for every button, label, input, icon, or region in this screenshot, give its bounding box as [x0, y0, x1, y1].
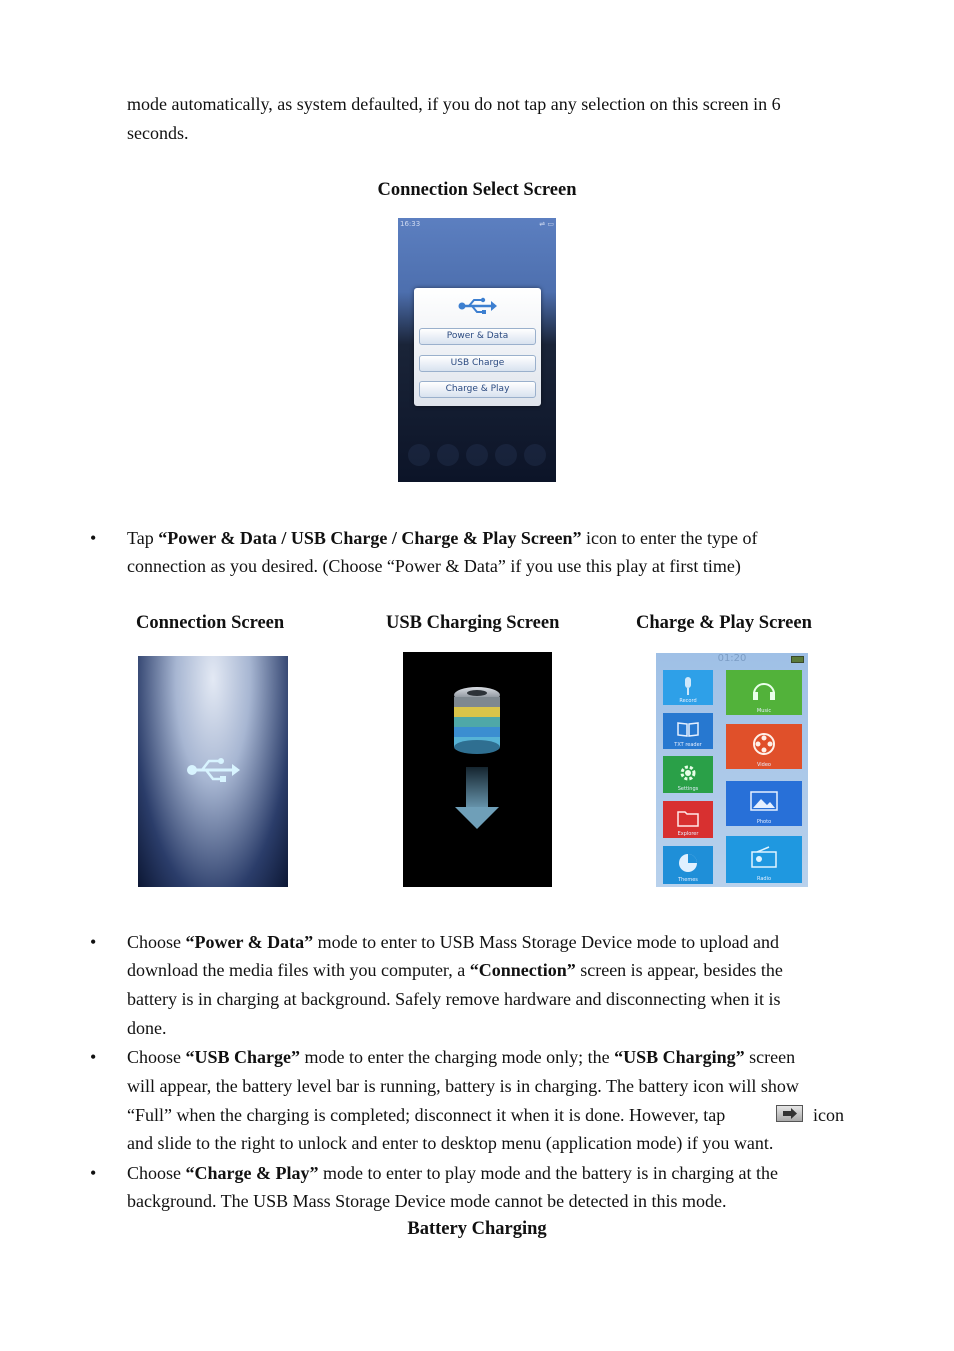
power-data-line-3: battery is in charging at background. Safely remove hardware and disconnecting when it is	[127, 989, 781, 1009]
picture-icon	[750, 791, 778, 811]
tile-explorer[interactable]: Explorer	[663, 801, 713, 838]
tap-para-line-2: connection as you desired. (Choose “Power & Data” if you use this play at first time)	[127, 556, 741, 576]
caption-charge-play-screen: Charge & Play Screen	[636, 613, 812, 633]
usb-charge-line-2: will appear, the battery level bar is running, battery is in charging. The battery icon will show	[127, 1076, 799, 1096]
gear-icon	[677, 762, 699, 784]
bullet-marker: •	[90, 1047, 97, 1067]
radio-icon	[751, 846, 777, 868]
caption-usb-charging-screen: USB Charging Screen	[386, 613, 560, 633]
tile-themes[interactable]: Themes	[663, 846, 713, 884]
battery-icon	[791, 656, 804, 663]
bullet-marker: •	[90, 528, 97, 548]
tile-photo[interactable]: Photo	[726, 781, 802, 826]
caption-battery-charging: Battery Charging	[407, 1219, 547, 1239]
headphones-icon	[751, 679, 777, 701]
microphone-icon	[681, 676, 695, 696]
tile-record[interactable]: Record	[663, 670, 713, 705]
intro-line-2: seconds.	[127, 123, 189, 143]
bullet-marker: •	[90, 932, 97, 952]
usb-charging-screenshot	[403, 652, 552, 887]
charge-play-line-1: Choose “Charge & Play” mode to enter to play mode and the battery is in charging at the	[127, 1163, 779, 1183]
tile-music[interactable]: Music	[726, 670, 802, 715]
usb-icon	[185, 757, 241, 783]
status-time: 16:33	[400, 220, 421, 228]
usb-charge-line-3-tail: icon	[813, 1105, 844, 1125]
charge-play-screenshot	[656, 653, 808, 887]
charge-play-option-button[interactable]: Charge & Play	[419, 381, 536, 398]
bullet-marker: •	[90, 1163, 97, 1183]
battery-charging-icon	[403, 652, 552, 887]
usb-charge-line-3: “Full” when the charging is completed; disconnect it when it is done. However, tap	[127, 1105, 726, 1125]
status-time: 01:20	[717, 653, 747, 664]
connection-screenshot	[138, 656, 288, 887]
power-data-line-2: download the media files with you computer, a “Connection” screen is appear, besides the	[127, 960, 783, 980]
power-data-line-4: done.	[127, 1018, 167, 1038]
status-bar	[400, 220, 554, 228]
pie-icon	[677, 852, 699, 874]
tile-settings[interactable]: Settings	[663, 756, 713, 793]
tap-para-line-1: Tap “Power & Data / USB Charge / Charge & Play Screen” icon to enter the type of	[127, 528, 758, 548]
status-icons: ⇌ ▭	[539, 220, 554, 228]
usb-charge-line-4: and slide to the right to unlock and enter to desktop menu (application mode) if you want.	[127, 1133, 774, 1153]
tile-radio[interactable]: Radio	[726, 836, 802, 883]
caption-connection-select: Connection Select Screen	[377, 180, 577, 200]
tile-video[interactable]: Video	[726, 724, 802, 769]
caption-connection-screen: Connection Screen	[136, 613, 285, 633]
intro-line-1: mode automatically, as system defaulted, if you do not tap any selection on this screen in 6	[127, 94, 781, 114]
power-data-option-button[interactable]: Power & Data	[419, 328, 536, 345]
book-icon	[677, 721, 699, 737]
usb-charge-line-1: Choose “USB Charge” mode to enter the charging mode only; the “USB Charging” screen	[127, 1047, 796, 1067]
unlock-arrow-icon	[776, 1105, 803, 1122]
connection-select-screenshot	[398, 218, 556, 482]
connection-dialog	[414, 288, 541, 406]
usb-icon	[457, 297, 497, 315]
dimmed-dock	[404, 444, 550, 472]
tile-txt-reader[interactable]: TXT reader	[663, 713, 713, 749]
charge-play-line-2: background. The USB Mass Storage Device mode cannot be detected in this mode.	[127, 1191, 727, 1211]
film-reel-icon	[752, 732, 776, 756]
folder-icon	[677, 809, 699, 827]
usb-charge-option-button[interactable]: USB Charge	[419, 355, 536, 372]
power-data-line-1: Choose “Power & Data” mode to enter to USB Mass Storage Device mode to upload and	[127, 932, 780, 952]
